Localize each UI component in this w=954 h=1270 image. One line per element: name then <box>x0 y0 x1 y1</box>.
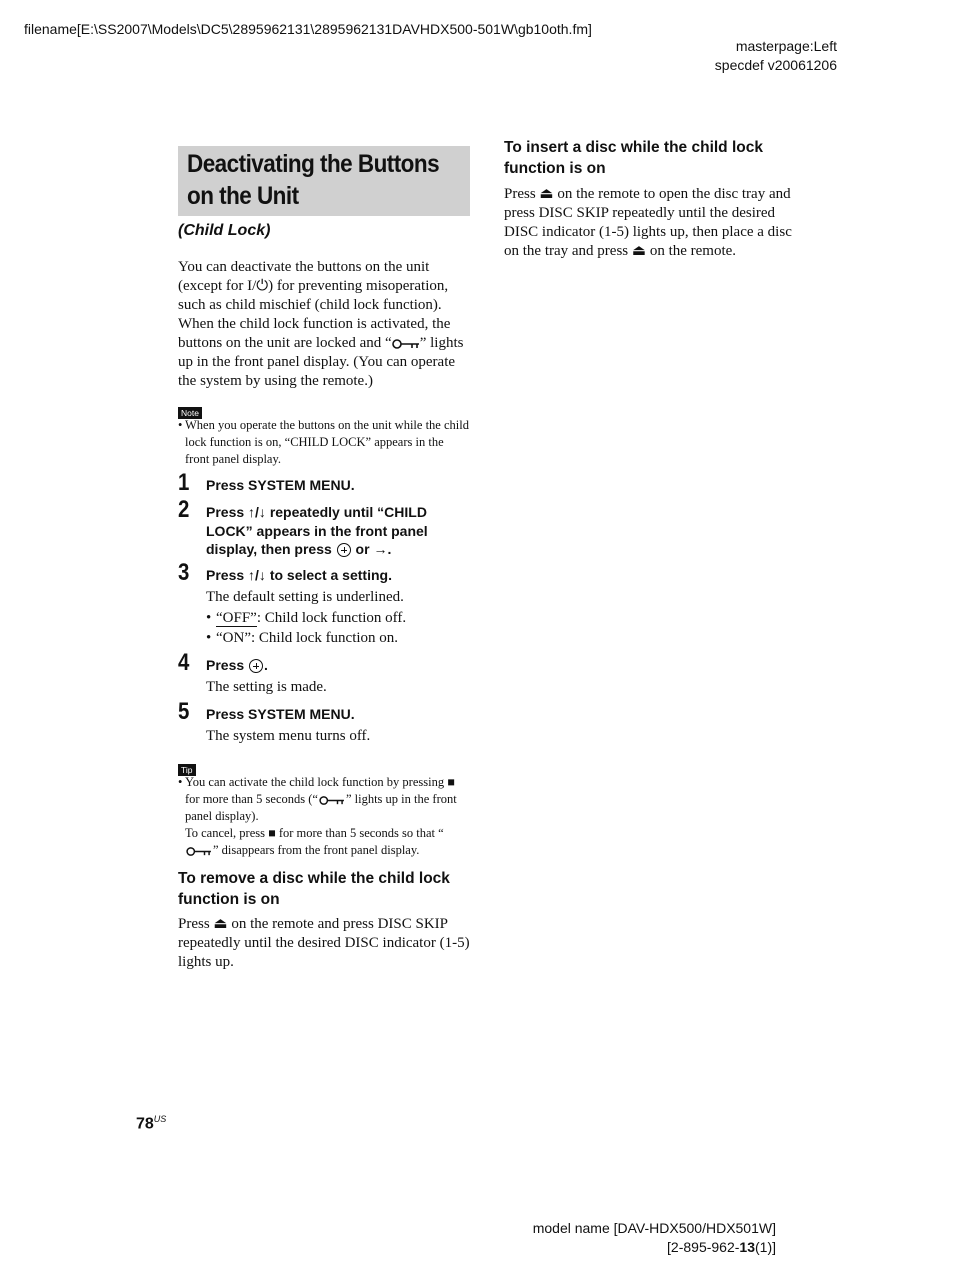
remove-text-2: on the remote and press DISC SKIP repeatedly until the desired DISC indicator (1-5) lights up. <box>178 916 470 970</box>
header-masterpage <box>715 37 837 75</box>
intro-text-1: You can deactivate the buttons on the unit (except for <box>178 259 430 294</box>
tip-text-b1: To cancel, press <box>185 826 269 840</box>
step-3-body: The default setting is underlined. • “OFF”: Child lock function off. • “ON”: Child lock function on. <box>206 587 468 649</box>
section-title-line2: on the Unit <box>187 182 299 210</box>
eject-icon: ⏏ <box>631 243 647 259</box>
note-bullet: When you operate the buttons on the unit while the child lock function is on, “CHILD LOCK” appears in the front panel display. <box>185 418 469 466</box>
note-text: • When you operate the buttons on the unit while the child lock function is on, “CHILD LOCK” appears in the front panel display. <box>178 418 469 466</box>
step-5-body: The system menu turns off. <box>206 728 371 744</box>
tip-text-a1: You can activate the child lock function by pressing <box>185 775 448 789</box>
step-2-text <box>206 503 468 559</box>
tip-text-b3: ” disappears from the front panel display. <box>213 843 420 857</box>
specdef-text: specdef v20061206 <box>714 57 837 73</box>
stop-icon: ■ <box>268 826 276 840</box>
insert-disc-text <box>504 185 796 261</box>
step-4-body: The setting is made. <box>206 679 327 695</box>
footer-code <box>533 1238 776 1257</box>
step-4-text-a: Press <box>206 657 249 673</box>
footer-model: model name [DAV-HDX500/HDX501W] <box>532 1220 776 1236</box>
tip-text-a2: for more than 5 seconds (“ <box>185 792 318 806</box>
enter-button-icon <box>337 543 351 557</box>
step-3-text: Press ↑/↓ to select a setting. <box>206 567 392 583</box>
option-off-name: “OFF” <box>216 609 257 626</box>
enter-button-icon <box>249 659 263 673</box>
eject-icon: ⏏ <box>539 186 554 202</box>
footer-code-b: 13 <box>739 1239 755 1255</box>
remove-disc-heading: To remove a disc while the child lock function is on <box>178 870 450 908</box>
intro-text-2: ) for preventing misoperation, such as child mischief (child lock function). When the child lock function is activated, the buttons on the unit are locked and “ <box>178 278 451 351</box>
step-1-number: 1 <box>178 469 190 496</box>
page-region: US <box>153 1114 167 1124</box>
step-2-text-b: or →. <box>351 541 392 557</box>
option-on-desc: : Child lock function on. <box>250 630 399 646</box>
remove-disc-text <box>178 915 470 972</box>
insert-text-2: on the remote to open the disc tray and press DISC SKIP repeatedly until the desired DISC indicator (1-5) lights up, then place a disc on the tray and press <box>504 186 792 259</box>
step-4-text-b: . <box>264 657 268 673</box>
eject-icon: ⏏ <box>213 916 228 932</box>
section-title-box <box>178 146 470 216</box>
key-icon <box>185 846 213 857</box>
power-icon: I/⏻ <box>247 278 269 294</box>
note-label-text: Note <box>178 407 202 419</box>
key-icon <box>392 338 420 350</box>
step-2-text-a: Press ↑/↓ repeatedly until “CHILD LOCK” appears in the front panel display, then press <box>206 504 428 557</box>
option-on-name: “ON” <box>216 630 251 646</box>
stop-icon: ■ <box>447 775 455 789</box>
tip-label-text: Tip <box>178 764 196 776</box>
page-number-value: 78 <box>136 1115 154 1133</box>
step-5-number: 5 <box>178 698 190 725</box>
intro-text-3: ” lights up in the front panel display. (You can operate the system by using the remote.) <box>178 335 464 389</box>
section-title-line1: Deactivating the Buttons <box>187 150 440 178</box>
footer-code-c: (1)] <box>755 1239 776 1255</box>
insert-text-1: Press <box>504 186 540 202</box>
step-4-text <box>206 656 468 675</box>
tip-text: • You can activate the child lock function by pressing ■ for more than 5 seconds (“ ” lights up in the front panel display). To cancel, press ■ for more than 5 seconds so that “” disappears from the front panel display. <box>178 775 457 857</box>
footer <box>533 1219 776 1257</box>
intro-paragraph <box>178 258 470 391</box>
page-number <box>136 1114 166 1133</box>
tip-text-a3: ” lights up in the front panel display). <box>185 792 457 823</box>
option-off-desc: : Child lock function off. <box>256 609 407 626</box>
step-3-desc: The default setting is underlined. <box>206 589 404 605</box>
insert-text-3: on the remote. <box>646 243 737 259</box>
header-filename: filename[E:\SS2007\Models\DC5\2895962131\2895962131DAVHDX500-501W\gb10oth.fm] <box>24 21 592 37</box>
key-icon <box>318 795 346 806</box>
step-4-number: 4 <box>178 649 190 676</box>
masterpage-text: masterpage:Left <box>735 38 837 54</box>
footer-code-a: [2-895-962- <box>667 1239 740 1255</box>
insert-disc-heading: To insert a disc while the child lock function is on <box>504 139 763 177</box>
step-5-text: Press SYSTEM MENU. <box>206 706 355 722</box>
remove-text-1: Press <box>178 916 214 932</box>
step-1-text: Press SYSTEM MENU. <box>206 477 355 493</box>
tip-text-b2: for more than 5 seconds so that “ <box>275 826 444 840</box>
step-2-number: 2 <box>178 496 190 523</box>
step-3-number: 3 <box>178 559 190 586</box>
section-subtitle: (Child Lock) <box>178 222 271 239</box>
